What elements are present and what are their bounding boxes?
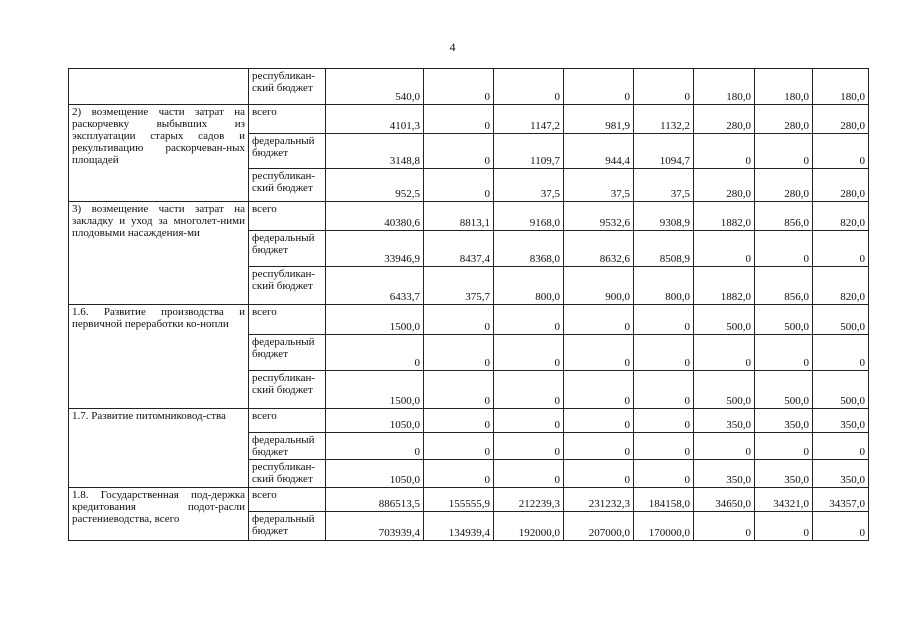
value-cell: 0: [494, 433, 564, 460]
value-cell: 0: [813, 512, 869, 541]
value-cell: 8368,0: [494, 231, 564, 267]
value-cell: 207000,0: [564, 512, 634, 541]
budget-type-cell: республикан-ский бюджет: [249, 69, 326, 105]
value-cell: 0: [694, 433, 755, 460]
value-cell: 280,0: [755, 105, 813, 134]
value-cell: 280,0: [813, 169, 869, 202]
value-cell: 0: [424, 460, 494, 488]
value-cell: 900,0: [564, 267, 634, 305]
value-cell: 0: [424, 305, 494, 335]
value-cell: 1109,7: [494, 134, 564, 169]
value-cell: 37,5: [634, 169, 694, 202]
value-cell: 0: [564, 305, 634, 335]
budget-type-cell: республикан-ский бюджет: [249, 371, 326, 409]
item-name-cell: 1.7. Развитие питомниковод-ства: [69, 409, 249, 488]
budget-type-cell: республикан-ский бюджет: [249, 267, 326, 305]
value-cell: 0: [755, 231, 813, 267]
budget-type-cell: федеральный бюджет: [249, 134, 326, 169]
value-cell: 0: [494, 335, 564, 371]
value-cell: 0: [634, 409, 694, 433]
value-cell: 0: [424, 69, 494, 105]
value-cell: 34357,0: [813, 488, 869, 512]
value-cell: 1050,0: [326, 460, 424, 488]
value-cell: 8437,4: [424, 231, 494, 267]
value-cell: 500,0: [694, 371, 755, 409]
value-cell: 9532,6: [564, 202, 634, 231]
value-cell: 0: [634, 305, 694, 335]
value-cell: 540,0: [326, 69, 424, 105]
table-row: [69, 305, 869, 335]
budget-type-cell: республикан-ский бюджет: [249, 169, 326, 202]
value-cell: 1882,0: [694, 202, 755, 231]
value-cell: 703939,4: [326, 512, 424, 541]
value-cell: 820,0: [813, 267, 869, 305]
value-cell: 500,0: [813, 371, 869, 409]
value-cell: 6433,7: [326, 267, 424, 305]
value-cell: 184158,0: [634, 488, 694, 512]
value-cell: 280,0: [755, 169, 813, 202]
budget-type-cell: всего: [249, 409, 326, 433]
budget-type-cell: федеральный бюджет: [249, 433, 326, 460]
value-cell: 0: [424, 134, 494, 169]
value-cell: 8632,6: [564, 231, 634, 267]
budget-type-cell: всего: [249, 305, 326, 335]
value-cell: 0: [634, 460, 694, 488]
value-cell: 952,5: [326, 169, 424, 202]
value-cell: 500,0: [755, 371, 813, 409]
value-cell: 0: [564, 69, 634, 105]
value-cell: 0: [424, 371, 494, 409]
value-cell: 0: [755, 512, 813, 541]
budget-type-cell: всего: [249, 202, 326, 231]
value-cell: 9308,9: [634, 202, 694, 231]
value-cell: 0: [634, 371, 694, 409]
value-cell: 40380,6: [326, 202, 424, 231]
value-cell: 1500,0: [326, 371, 424, 409]
value-cell: 0: [564, 460, 634, 488]
value-cell: 500,0: [694, 305, 755, 335]
value-cell: 3148,8: [326, 134, 424, 169]
value-cell: 180,0: [813, 69, 869, 105]
value-cell: 34650,0: [694, 488, 755, 512]
value-cell: 0: [813, 335, 869, 371]
value-cell: 0: [326, 433, 424, 460]
value-cell: 9168,0: [494, 202, 564, 231]
value-cell: 180,0: [694, 69, 755, 105]
value-cell: 8508,9: [634, 231, 694, 267]
value-cell: 1094,7: [634, 134, 694, 169]
budget-type-cell: федеральный бюджет: [249, 231, 326, 267]
value-cell: 170000,0: [634, 512, 694, 541]
value-cell: 800,0: [494, 267, 564, 305]
value-cell: 37,5: [494, 169, 564, 202]
table-row: [69, 488, 869, 512]
value-cell: 350,0: [694, 460, 755, 488]
value-cell: 820,0: [813, 202, 869, 231]
value-cell: 1132,2: [634, 105, 694, 134]
value-cell: 0: [813, 231, 869, 267]
item-name-cell: 2) возмещение части затрат на раскорчевку выбывших из эксплуатации старых садов и рекультивацию раскорчеван-ных площадей: [69, 105, 249, 202]
value-cell: 8813,1: [424, 202, 494, 231]
item-name-cell: 1.6. Развитие производства и первичной переработки ко-нопли: [69, 305, 249, 409]
item-name-cell: 3) возмещение части затрат на закладку и уход за многолет-ними плодовыми насаждения-ми: [69, 202, 249, 305]
value-cell: 33946,9: [326, 231, 424, 267]
value-cell: 886513,5: [326, 488, 424, 512]
value-cell: 0: [494, 460, 564, 488]
value-cell: 500,0: [813, 305, 869, 335]
page-number: 4: [449, 40, 456, 54]
value-cell: 280,0: [813, 105, 869, 134]
value-cell: 1500,0: [326, 305, 424, 335]
value-cell: 0: [634, 335, 694, 371]
value-cell: 0: [494, 305, 564, 335]
value-cell: 0: [755, 433, 813, 460]
value-cell: 0: [424, 433, 494, 460]
value-cell: 231232,3: [564, 488, 634, 512]
value-cell: 0: [424, 409, 494, 433]
value-cell: 0: [755, 335, 813, 371]
budget-type-cell: республикан-ский бюджет: [249, 460, 326, 488]
value-cell: 375,7: [424, 267, 494, 305]
value-cell: 37,5: [564, 169, 634, 202]
value-cell: 0: [424, 335, 494, 371]
value-cell: 0: [494, 69, 564, 105]
value-cell: 350,0: [755, 409, 813, 433]
table-row: [69, 409, 869, 433]
value-cell: 0: [694, 134, 755, 169]
value-cell: 1147,2: [494, 105, 564, 134]
value-cell: 0: [564, 371, 634, 409]
value-cell: 0: [813, 433, 869, 460]
budget-type-cell: федеральный бюджет: [249, 335, 326, 371]
value-cell: 192000,0: [494, 512, 564, 541]
value-cell: 212239,3: [494, 488, 564, 512]
value-cell: 4101,3: [326, 105, 424, 134]
value-cell: 350,0: [694, 409, 755, 433]
budget-type-cell: всего: [249, 488, 326, 512]
budget-table-body: [69, 69, 869, 541]
value-cell: 0: [813, 134, 869, 169]
value-cell: 0: [494, 371, 564, 409]
item-name-cell: 1.8. Государственная под-держка кредитования подот-расли растениеводства, всего: [69, 488, 249, 541]
value-cell: 350,0: [755, 460, 813, 488]
value-cell: 134939,4: [424, 512, 494, 541]
value-cell: 856,0: [755, 202, 813, 231]
value-cell: 34321,0: [755, 488, 813, 512]
value-cell: 0: [564, 409, 634, 433]
value-cell: 350,0: [813, 460, 869, 488]
value-cell: 280,0: [694, 105, 755, 134]
table-row: [69, 202, 869, 231]
value-cell: 350,0: [813, 409, 869, 433]
value-cell: 0: [564, 335, 634, 371]
value-cell: 800,0: [634, 267, 694, 305]
value-cell: 0: [634, 433, 694, 460]
value-cell: 0: [494, 409, 564, 433]
value-cell: 0: [634, 69, 694, 105]
budget-type-cell: всего: [249, 105, 326, 134]
value-cell: 1882,0: [694, 267, 755, 305]
value-cell: 0: [694, 231, 755, 267]
budget-table: [68, 68, 869, 541]
table-row: [69, 69, 869, 105]
value-cell: 1050,0: [326, 409, 424, 433]
value-cell: 0: [424, 169, 494, 202]
budget-type-cell: федеральный бюджет: [249, 512, 326, 541]
value-cell: 944,4: [564, 134, 634, 169]
value-cell: 0: [564, 433, 634, 460]
value-cell: 0: [694, 512, 755, 541]
value-cell: 500,0: [755, 305, 813, 335]
value-cell: 856,0: [755, 267, 813, 305]
value-cell: 0: [326, 335, 424, 371]
value-cell: 155555,9: [424, 488, 494, 512]
value-cell: 0: [694, 335, 755, 371]
item-name-cell: [69, 69, 249, 105]
value-cell: 280,0: [694, 169, 755, 202]
value-cell: 0: [424, 105, 494, 134]
value-cell: 981,9: [564, 105, 634, 134]
value-cell: 0: [755, 134, 813, 169]
value-cell: 180,0: [755, 69, 813, 105]
table-row: [69, 105, 869, 134]
